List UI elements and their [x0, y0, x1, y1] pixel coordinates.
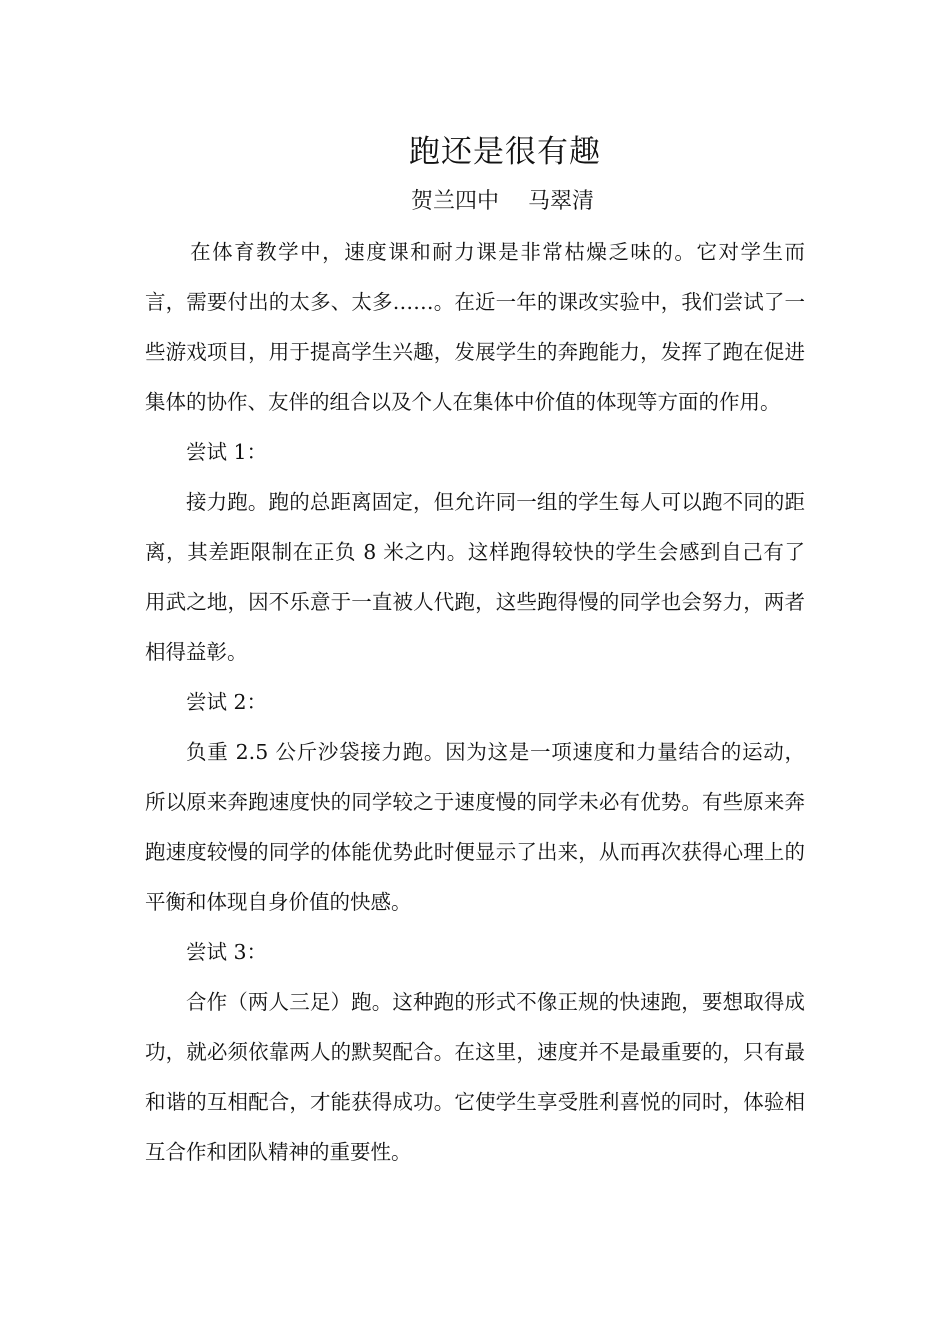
- section-heading-1: 尝试 1：: [186, 440, 268, 464]
- section-paragraph-2: 负重 2.5 公斤沙袋接力跑。因为这是一项速度和力量结合的运动，所以原来奔跑速度快的同学较之于速度慢的同学未必有优势。有些原来奔跑速度较慢的同学的体能优势此时便显示了出来，从而再次获得心理上的平衡和体现自身价值的快感。: [145, 740, 805, 914]
- section-paragraph-3: 合作（两人三足）跑。这种跑的形式不像正规的快速跑，要想取得成功，就必须依靠两人的默契配合。在这里，速度并不是最重要的，只有最和谐的互相配合，才能获得成功。它使学生享受胜利喜悦的同时，体验相互合作和团队精神的重要性。: [145, 990, 805, 1164]
- document-title: 跑还是很有趣: [409, 134, 601, 170]
- document-body: [145, 227, 805, 1177]
- section-heading-3: 尝试 3：: [186, 940, 268, 964]
- intro-paragraph: 在体育教学中，速度课和耐力课是非常枯燥乏味的。它对学生而言，需要付出的太多、太多……。在近一年的课改实验中，我们尝试了一些游戏项目，用于提高学生兴趣，发展学生的奔跑能力，发挥了跑在促进集体的协作、友伴的组合以及个人在集体中价值的体现等方面的作用。: [145, 240, 805, 414]
- section-paragraph-1: 接力跑。跑的总距离固定，但允许同一组的学生每人可以跑不同的距离，其差距限制在正负 8 米之内。这样跑得较快的学生会感到自己有了用武之地，因不乐意于一直被人代跑，这些跑得慢的同学也会努力，两者相得益彰。: [145, 490, 805, 664]
- section-heading-2: 尝试 2：: [186, 690, 268, 714]
- document-author: 贺兰四中 马翠清: [411, 189, 594, 214]
